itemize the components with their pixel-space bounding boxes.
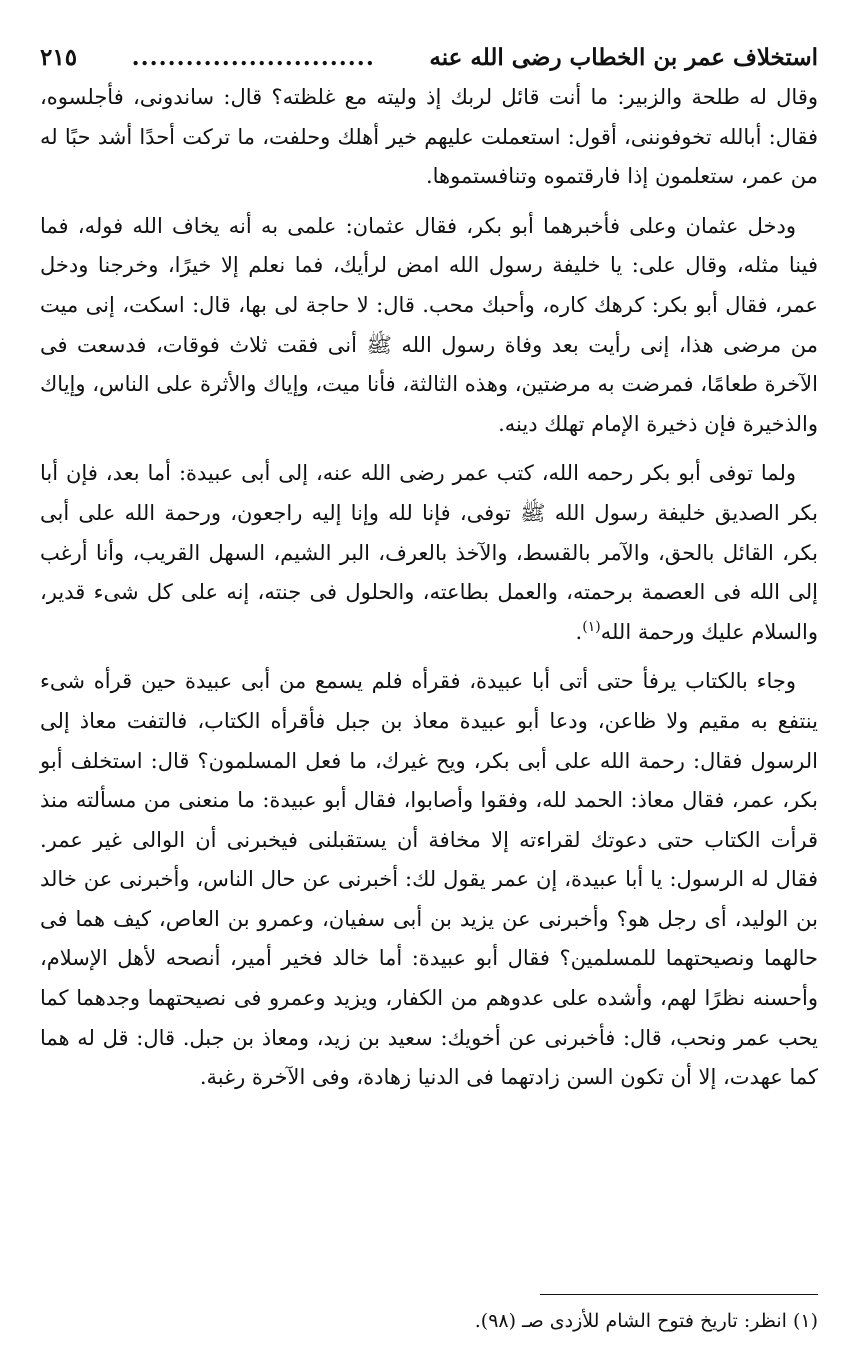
paragraph-4 [40, 662, 818, 1098]
chapter-title: استخلاف عمر بن الخطاب رضى الله عنه [429, 44, 818, 71]
paragraph-4-text: وجاء بالكتاب يرفأ حتى أتى أبا عبيدة، فقرأه فلم يسمع من أبى عبيدة حين قرأه شىء ينتفع به مقيم ولا ظاعن، ودعا أبو عبيدة معاذ بن جبل فأقرأه الكتاب، فالتفت معاذ إلى الرسول فقال: رحمة الله على أبى بكر، ويح غيرك، ما فعل المسلمون؟ قال: استخلف أبو بكر، عمر، فقال معاذ: الحمد لله، وفقوا وأصابوا، فقال أبو عبيدة: ما منعنى من مسألته منذ قرأت الكتاب حتى دعوتك لقراءته إلا مخافة أن يستقبلنى فيخبرنى أن الوالى غير عمر. فقال له الرسول: يا أبا عبيدة، إن عمر يقول لك: أخبرنى عن حال الناس، وأخبرنى عن خالد بن الوليد، أى رجل هو؟ وأخبرنى عن يزيد بن أبى سفيان، وعمرو بن العاص، كيف هما فى حالهما ونصيحتهما للمسلمين؟ فقال أبو عبيدة: أما خالد فخير أمير، أنصحه لأهل الإسلام، وأحسنه نظرًا لهم، وأشده على عدوهم من الكفار، ويزيد وعمرو فى نصيحتهما وجدهما كما يحب عمر ونحب، قال: فأخبرنى عن أخويك: سعيد بن زيد، ومعاذ بن جبل. قال: قل له هما كما عهدت، إلا أن تكون السن زادتهما فى الدنيا زهادة، وفى الآخرة رغبة. [40, 669, 818, 1090]
paragraph-2 [40, 207, 818, 445]
paragraph-2-text: ودخل عثمان وعلى فأخبرهما أبو بكر، فقال عثمان: علمى به أنه يخاف الله فوله، فما فينا مثله، وقال على: يا خليفة رسول الله امض لرأيك، فما نعلم إلا خيرًا، وخرجنا ودخل عمر، فقال أبو بكر: كرهك كاره، وأحبك محب. قال: لا حاجة لى بها، قال: اسكت، إنى ميت من مرضى هذا، إنى رأيت بعد وفاة رسول الله ﷺ أنى فقت ثلاث فوقات، فدسعت فى الآخرة طعامًا، فمرضت به مرضتين، وهذه الثالثة، فأنا ميت، وإياك والأثرة على الناس، وإياك والذخيرة فإن ذخيرة الإمام تهلك دينه. [40, 213, 818, 436]
running-header [40, 38, 818, 78]
page-body [40, 38, 818, 1098]
paragraph-1 [40, 78, 818, 197]
paragraph-3-text: ولما توفى أبو بكر رحمه الله، كتب عمر رضى الله عنه، إلى أبى عبيدة: أما بعد، فإن أبا بكر الصديق خليفة رسول الله ﷺ توفى، فإنا لله وإنا إليه راجعون، ورحمة الله على أبى بكر، القائل بالحق، والآمر بالقسط، والآخذ بالعرف، البر الشيم، السهل القريب، وأنا أرغب إلى الله فى العصمة برحمته، والعمل بطاعته، والحلول فى جنته، إنه على كل شىء قدير، والسلام عليك ورحمة الله [40, 461, 818, 644]
paragraph-1-text: وقال له طلحة والزبير: ما أنت قائل لربك إذ وليته مع غلظته؟ قال: ساندونى، فأجلسوه، فقال: أبالله تخوفوننى، أقول: استعملت عليهم خير أهلك وحلفت، ما تركت أحدًا أشد حبًا له من عمر، ستعلمون إذا فارقتموه وتنافستموها. [40, 85, 818, 189]
page-number: ٢١٥ [40, 44, 78, 71]
footnote-divider [540, 1294, 818, 1295]
paragraph-3: ولما توفى أبو بكر رحمه الله، كتب عمر رضى الله عنه، إلى أبى عبيدة: أما بعد، فإن أبا بكر الصديق خليفة رسول الله ﷺ توفى، فإنا لله وإنا إليه راجعون، ورحمة الله على أبى بكر، القائل بالحق، والآمر بالقسط، والآخذ بالعرف، البر الشيم، السهل القريب، وأنا أرغب إلى الله فى العصمة برحمته، والعمل بطاعته، والحلول فى جنته، إنه على كل شىء قدير، والسلام عليك ورحمة الله$^{(١)}$. [40, 461, 818, 644]
footnote: (١) انظر: تاريخ فتوح الشام للأزدى صـ (٩٨). [474, 1310, 818, 1332]
leader-dots: ........................... [131, 44, 375, 71]
footnote-reference: (١) [582, 618, 601, 635]
